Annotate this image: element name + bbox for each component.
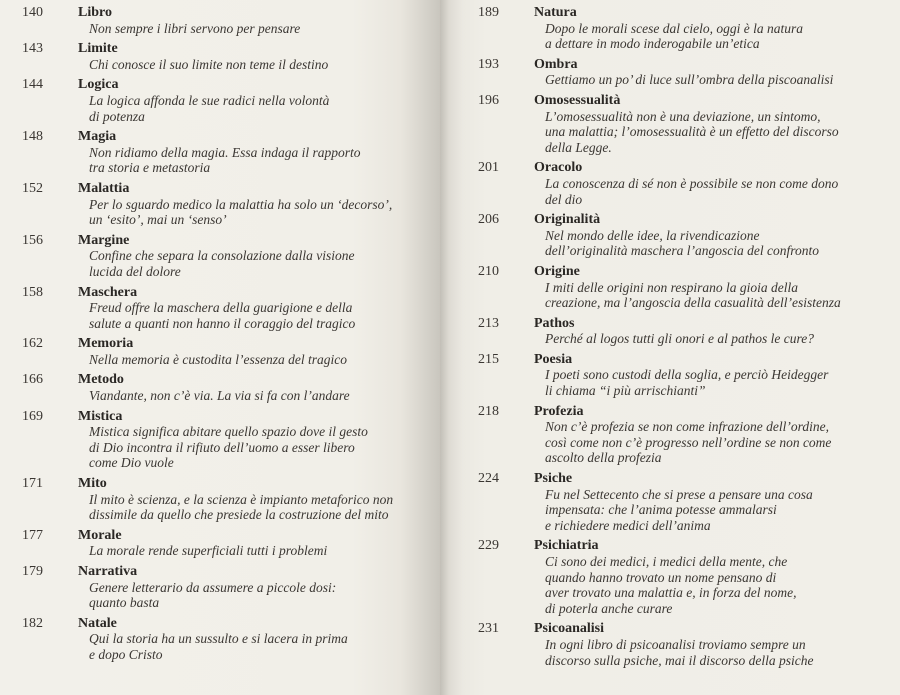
entry-aphorism: Ci sono dei medici, i medici della mente, che quando hanno trovato un nome pensano di aver trovato una malattia e, in forza del nome, di poterla anche curare (545, 554, 797, 616)
entry-aphorism: Il mito è scienza, e la scienza è impianto metaforico non dissimile da quello che presiede la costruzione del mito (89, 491, 394, 523)
index-entry (22, 528, 422, 559)
entry-aphorism: Freud offre la maschera della guarigione e della salute a quanti non hanno il coraggio del tragico (89, 300, 356, 331)
entry-term: Logica (78, 77, 119, 93)
entry-term: Psicoanalisi (534, 621, 605, 637)
entry-body (78, 528, 422, 559)
entry-term: Originalità (534, 212, 601, 228)
entry-aphorism: Non c’è profezia se non come infrazione dell’ordine, così come non c’è progresso nell’ordine se non come ascolto della profezia (545, 419, 832, 466)
entry-page-number: 218 (478, 403, 499, 419)
entry-body (534, 264, 878, 311)
entry-body (78, 233, 422, 280)
entry-body (534, 93, 878, 155)
entry-body (78, 41, 422, 72)
entry-term: Magia (78, 129, 117, 145)
index-entry (478, 538, 878, 616)
index-entry (22, 616, 422, 663)
entry-term: Psichiatria (534, 538, 599, 554)
entry-body (534, 352, 878, 399)
entry-term: Origine (534, 263, 580, 279)
entry-aphorism: Mistica significa abitare quello spazio dove il gesto di Dio incontra il rifiuto dell’uomo a esser libero come Dio vuole (89, 424, 368, 471)
entry-aphorism: Nella memoria è custodita l’essenza del tragico (89, 351, 347, 367)
entry-aphorism: Nel mondo delle idee, la rivendicazione dell’originalità maschera l’angoscia del confronto (545, 227, 819, 259)
index-entry (478, 93, 878, 155)
left-page-entries (22, 5, 422, 663)
entry-term: Psiche (534, 471, 573, 487)
entry-page-number: 201 (478, 160, 499, 176)
entry-page-number: 169 (22, 408, 43, 424)
entry-body (534, 160, 878, 207)
left-page (0, 0, 440, 695)
entry-body (534, 621, 878, 668)
index-entry (22, 129, 422, 176)
index-entry (478, 471, 878, 533)
entry-page-number: 213 (478, 315, 499, 331)
entry-page-number: 177 (22, 527, 43, 543)
entry-page-number: 182 (22, 615, 43, 631)
entry-term: Limite (78, 41, 118, 57)
entry-page-number: 162 (22, 336, 43, 352)
entry-page-number: 144 (22, 77, 43, 93)
entry-aphorism: Viandante, non c’è via. La via si fa con l’andare (89, 388, 350, 404)
entry-body (78, 409, 422, 471)
entry-aphorism: La logica affonda le sue radici nella volontà di potenza (89, 92, 330, 124)
index-entry (478, 352, 878, 399)
entry-term: Maschera (78, 284, 138, 300)
entry-body (534, 538, 878, 616)
entry-aphorism: In ogni libro di psicoanalisi troviamo sempre un discorso sulla psiche, mai il discorso della psiche (545, 636, 814, 668)
entry-aphorism: La conoscenza di sé non è possibile se non come dono del dio (545, 175, 839, 207)
entry-aphorism: Qui la storia ha un sussulto e si lacera in prima e dopo Cristo (89, 631, 348, 662)
entry-term: Natura (534, 5, 577, 20)
entry-term: Mito (78, 476, 107, 492)
entry-body (534, 212, 878, 259)
index-entry (22, 372, 422, 403)
index-entry (22, 41, 422, 72)
entry-term: Narrativa (78, 564, 138, 579)
entry-body (78, 564, 422, 611)
index-entry (478, 5, 878, 52)
entry-aphorism: Dopo le morali scese dal cielo, oggi è la natura a dettare in modo inderogabile un’etica (545, 20, 803, 52)
entry-term: Malattia (78, 180, 130, 196)
index-entry (22, 476, 422, 523)
entry-body (534, 316, 878, 347)
entry-term: Profezia (534, 403, 584, 419)
entry-page-number: 140 (22, 5, 43, 20)
entry-page-number: 166 (22, 372, 43, 388)
entry-aphorism: I poeti sono custodi della soglia, e perciò Heidegger li chiama “i più arrischianti” (545, 367, 829, 399)
entry-page-number: 196 (478, 92, 499, 108)
entry-aphorism: Confine che separa la consolazione dalla visione lucida del dolore (89, 248, 355, 279)
entry-body (534, 471, 878, 533)
entry-aphorism: Gettiamo un po’ di luce sull’ombra della piscoanalisi (545, 72, 834, 88)
entry-page-number: 189 (478, 5, 499, 20)
entry-term: Mistica (78, 408, 123, 424)
entry-page-number: 156 (22, 232, 43, 248)
entry-page-number: 148 (22, 129, 43, 145)
entry-body (78, 181, 422, 228)
entry-body (534, 57, 878, 88)
entry-page-number: 210 (478, 263, 499, 279)
entry-term: Ombra (534, 56, 578, 72)
entry-body (78, 5, 422, 36)
entry-aphorism: Fu nel Settecento che si prese a pensare una cosa impensata: che l’anima potesse ammalarsi e richiedere medici dell’anima (545, 486, 813, 533)
entry-page-number: 152 (22, 180, 43, 196)
entry-body (78, 285, 422, 332)
entry-term: Poesia (534, 351, 573, 367)
index-entry (22, 336, 422, 367)
index-entry (478, 264, 878, 311)
entry-body (78, 129, 422, 176)
entry-body (534, 5, 878, 52)
entry-page-number: 171 (22, 476, 43, 492)
index-entry (22, 409, 422, 471)
entry-aphorism: I miti delle origini non respirano la gioia della creazione, ma l’angoscia della casualità dell’esistenza (545, 279, 841, 311)
entry-page-number: 143 (22, 41, 43, 57)
entry-body (78, 616, 422, 663)
entry-term: Memoria (78, 336, 134, 352)
entry-aphorism: La morale rende superficiali tutti i problemi (89, 543, 328, 559)
entry-aphorism: Per lo sguardo medico la malattia ha solo un ‘decorso’, un ‘esito’, mai un ‘senso’ (89, 196, 393, 228)
index-entry (22, 77, 422, 124)
index-entry (478, 57, 878, 88)
index-entry (478, 404, 878, 466)
entry-page-number: 215 (478, 351, 499, 367)
entry-body (78, 336, 422, 367)
entry-term: Margine (78, 232, 130, 248)
entry-page-number: 193 (478, 56, 499, 72)
entry-page-number: 206 (478, 212, 499, 228)
entry-aphorism: Genere letterario da assumere a piccole dosi: quanto basta (89, 579, 337, 611)
index-entry (478, 212, 878, 259)
entry-term: Metodo (78, 372, 124, 388)
index-entry (478, 316, 878, 347)
entry-page-number: 179 (22, 564, 43, 579)
entry-term: Morale (78, 527, 122, 543)
entry-page-number: 224 (478, 471, 499, 487)
entry-page-number: 158 (22, 284, 43, 300)
entry-aphorism: Perché al logos tutti gli onori e al pathos le cure? (545, 331, 814, 347)
entry-term: Natale (78, 615, 117, 631)
entry-body (534, 404, 878, 466)
entry-term: Pathos (534, 315, 575, 331)
index-entry (478, 621, 878, 668)
entry-term: Omosessualità (534, 92, 621, 108)
entry-page-number: 229 (478, 538, 499, 554)
entry-term: Oracolo (534, 160, 583, 176)
entry-body (78, 77, 422, 124)
entry-aphorism: Chi conosce il suo limite non teme il destino (89, 56, 329, 72)
index-entry (22, 564, 422, 611)
index-entry (22, 181, 422, 228)
index-entry (478, 160, 878, 207)
index-entry (22, 233, 422, 280)
entry-body (78, 372, 422, 403)
entry-aphorism: Non ridiamo della magia. Essa indaga il rapporto tra storia e metastoria (89, 144, 361, 176)
index-entry (22, 285, 422, 332)
right-page (440, 0, 900, 695)
entry-aphorism: Non sempre i libri servono per pensare (89, 20, 301, 36)
entry-page-number: 231 (478, 621, 499, 637)
right-page-entries (478, 5, 878, 668)
index-entry (22, 5, 422, 36)
entry-aphorism: L’omosessualità non è una deviazione, un sintomo, una malattia; l’omosessualità è un effetto del discorso della Legge. (545, 108, 839, 155)
entry-term: Libro (78, 5, 112, 20)
entry-body (78, 476, 422, 523)
